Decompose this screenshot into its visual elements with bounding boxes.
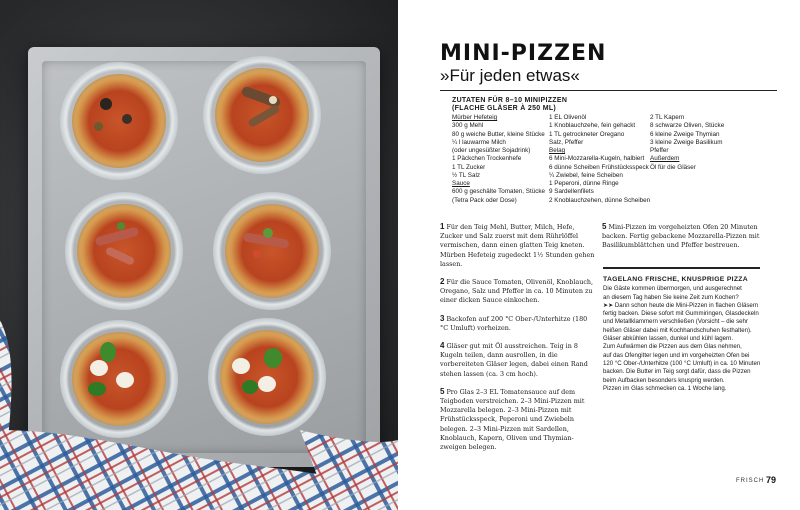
recipe-page [398,0,800,510]
step [602,222,760,251]
step-number: 5 [602,222,607,231]
ingredient-line: Belag [549,147,566,154]
page-number: 79 [766,475,777,485]
ingredient-line: 9 Sardellenfilets [549,188,594,196]
tip-line: fertig backen. Diese sofort mit Gummiringen, Glasdeckeln [603,310,759,318]
step [440,341,596,379]
tip-text [603,285,761,393]
recipe-subtitle: »Für jeden etwas« [440,66,580,85]
ingredient-line: Salz, Pfeffer [549,138,584,146]
step-number: 4 [440,341,445,351]
ingredient-line: Öl für die Gläser [650,163,696,171]
step-text: Backofen auf 200 °C Ober-/Unterhitze (180 °C Umluft) vorheizen. [440,314,588,332]
step-text: Für die Sauce Tomaten, Olivenöl, Knoblauch, Oregano, Salz und Pfeffer in ca. 10 Minuten zu einer dicken Sauce einkochen. [440,278,594,305]
tip-line: Die Gäste kommen übermorgen, und ausgerechnet [603,285,742,293]
step-number: 5 [440,386,445,396]
ingredient-line: 6 dünne Scheiben Frühstücksspeck [549,163,649,171]
ingredient-line: 600 g geschälte Tomaten, Stücke [452,188,545,196]
pizza-jar [208,318,326,436]
ingredients-column-1 [452,114,545,205]
ingredient-line: ¼ Zwiebel, feine Scheiben [549,171,623,179]
tip-line: Pizzen im Glas schmecken ca. 1 Woche lang. [603,384,727,392]
ingredients-heading: ZUTATEN FÜR 8–10 MINIPIZZEN (FLACHE GLÄSER À 250 ML) [452,97,568,113]
divider [440,90,777,91]
ingredient-line: 1 Knoblauchzehe, fein gehackt [549,122,636,130]
tip-line: und Metallklammern verschließen (Vorsicht – die sehr [603,318,748,326]
tip-line: ➤➤ Dann schon heute die Mini-Pizzen in flachen Gläsern [603,301,759,309]
tip-line: beim Aufbacken besonders knusprig werden. [603,376,725,384]
ingredient-line: Sauce [452,180,470,187]
step-text: Für den Teig Mehl, Butter, Milch, Hefe, Zucker und Salz zuerst mit dem Rührlöffel vermischen, dann einen glatten Teig kneten. Mürben Hefeteig zugedeckt 1½ Stunden gehen lassen. [440,223,595,268]
ingredient-line: 1 Peperoni, dünne Ringe [549,180,619,187]
section-label: FRISCH [736,478,765,484]
pizza-jar [60,320,178,438]
tip-line: heißen Gläser dabei mit Kochhandschuhen festhalten). [603,326,752,334]
step-number: 3 [440,313,445,323]
checkered-cloth [0,280,398,510]
steps-column-right [602,222,760,259]
ingredient-line: 300 g Mehl [452,122,484,130]
ingredient-line: 1 EL Olivenöl [549,114,587,121]
ingredient-line: 2 TL Kapern [650,114,685,121]
ingredient-line: 1 TL Zucker [452,163,486,171]
step [440,314,596,333]
pizza-photo [0,0,398,510]
tip-line: backen. Die Butter im Teig sorgt dafür, dass die Pizzen [603,368,751,376]
tip-line: 120 °C Ober-/Unterhitze (100 °C Umluft) in ca. 10 Minuten [603,359,761,367]
tip-line: Zum Aufwärmen die Pizzen aus dem Glas nehmen, [603,343,742,351]
step [440,277,596,306]
ingredient-line: 6 kleine Zweige Thymian [650,130,720,138]
step [440,387,596,452]
ingredient-line: (oder ungesüßter Sojadrink) [452,147,531,154]
ingredient-line: 8 schwarze Oliven, Stücke [650,122,725,130]
ingredient-line: 1 Päckchen Trockenhefe [452,155,522,163]
ingredient-line: ½ TL Salz [452,171,481,179]
tip-line: auf das Ofengitter legen und im vorgeheizten Ofen bei [603,351,750,359]
step [440,222,596,269]
ingredient-line: 1 TL getrockneter Oregano [549,130,625,138]
tip-line: Gläser abkühlen lassen, dunkel und kühl lagern. [603,335,734,343]
tip-line: an diesem Tag haben Sie keine Zeit zum Kochen? [603,293,739,301]
ingredient-line: 80 g weiche Butter, kleine Stücke [452,130,545,138]
ingredient-line: ¼ l lauwarme Milch [452,138,506,146]
pizza-jar [203,56,321,174]
ingredients-column-2 [549,114,650,205]
recipe-title: MINI-PIZZEN [440,41,607,66]
ingredient-line: 3 kleine Zweige Basilikum [650,138,723,146]
tip-box [603,276,761,393]
step-number: 1 [440,222,445,231]
tip-divider [603,267,760,269]
pizza-jar [60,62,178,180]
step-text: Pro Glas 2–3 EL Tomatensauce auf dem Teigboden verstreichen. 2–3 Mini-Pizzen mit Mozzarella belegen. 2–3 Mini-Pizzen mit Frühstücksspeck, Peperoni und Zwiebeln belegen. 2–3 Mini-Pizzen mit Sardellen, Knoblauch, Kapern, Oliven und Thymian-zweigen belegen. [440,387,585,452]
step-text: Gläser gut mit Öl ausstreichen. Teig in 8 Kugeln teilen, dann ausrollen, in die vorbereiteten Gläser legen, dabei einen Rand stehen lassen (ca. 3 cm hoch). [440,342,588,378]
pizza-jar [65,192,183,310]
tip-title: TAGELANG FRISCHE, KNUSPRIGE PIZZA [603,276,748,283]
ingredient-line: Pfeffer [650,147,669,154]
ingredient-line: 6 Mini-Mozzarella-Kugeln, halbiert [549,155,645,163]
step-text: Mini-Pizzen im vorgeheizten Ofen 20 Minuten backen. Fertig gebackene Mozzarella-Pizzen mit Basilikumblättchen und Pfeffer bestreuen. [602,223,760,250]
ingredient-line: 2 Knoblauchzehen, dünne Scheiben [549,196,651,204]
ingredient-line: Mürber Hefeteig [452,114,498,121]
ingredient-line: Außerdem [650,155,680,163]
ingredient-line: (Tetra Pack oder Dose) [452,196,517,204]
ingredients-column-3 [650,114,724,172]
steps-column-left [440,222,596,460]
step-number: 2 [440,277,445,287]
pizza-jar [213,192,331,310]
